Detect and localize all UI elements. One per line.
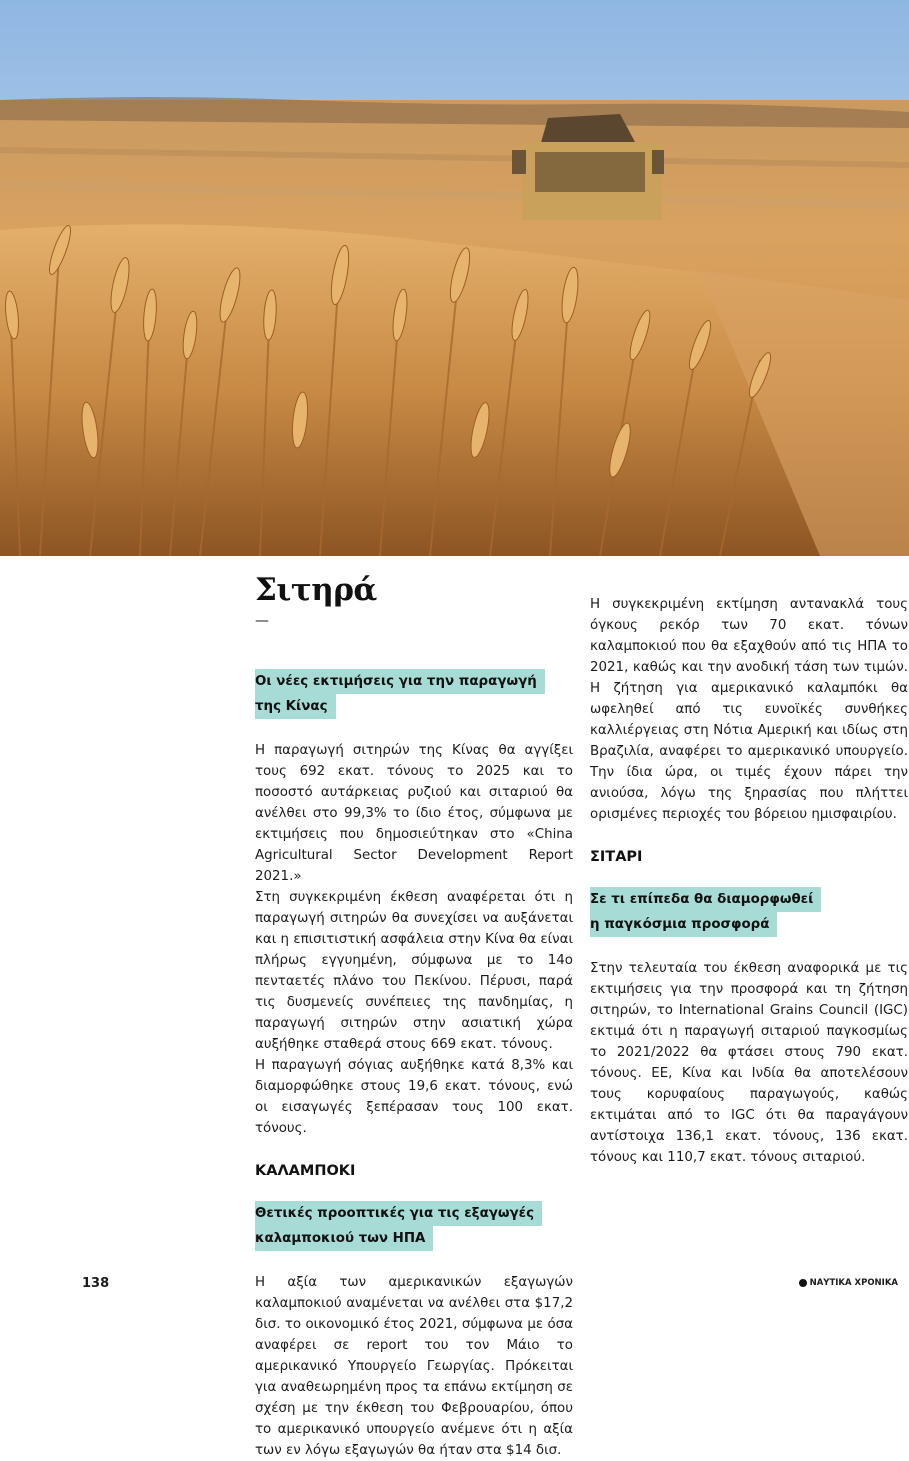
- wheat-subheading-line1: Σε τι επίπεδα θα διαμορφωθεί: [590, 887, 821, 912]
- wheat-paragraph-1: Στην τελευταία του έκθεση αναφορικά με τις εκτιμήσεις για την προσφορά και τη ζήτηση σιτηρών, το International Grains Council (IGC) εκτιμά ότι η παραγωγή σιταριού παγκοσμίως το 2021/2022 θα φτάσει στους 790 εκατ. τόνους. ΕΕ, Κίνα και Ινδία θα αποτελέσουν τους κορυφαίους παραγωγούς, καθώς εκτιμάται από το IGC ότι θα παραγάγουν αντίστοιχα 136,1 εκατ. τόνους, 136 εκατ. τόνους και 110,7 εκατ. τόνους σιταριού.: [590, 961, 908, 1165]
- china-paragraph-1: Η παραγωγή σιτηρών της Κίνας θα αγγίξει τους 692 εκατ. τόνους το 2025 και το ποσοστό αυτάρκειας ρυζιού και σιταριού θα ανέλθει στο 99,3% το ίδιο έτος, σύμφωνα με εκτιμήσεις που δημοσιεύτηκαν στο «China Agricultural Sector Development Report 2021.»: [255, 743, 573, 884]
- corn-subheading-line1: Θετικές προοπτικές για τις εξαγωγές: [255, 1201, 542, 1226]
- wheat-subheading: [590, 887, 908, 937]
- wheat-subheading-line2: η παγκόσμια προσφορά: [590, 912, 777, 937]
- china-paragraph-3: Η παραγωγή σόγιας αυξήθηκε κατά 8,3% και διαμορφώθηκε στους 19,6 εκατ. τόνους, ενώ οι εισαγωγές ξεπέρασαν τους 100 εκατ. τόνους.: [255, 1058, 573, 1136]
- page-number: 138: [82, 1276, 110, 1291]
- article-column-right: [590, 594, 908, 1168]
- china-subheading: [255, 669, 573, 719]
- section-heading-corn: ΚΑΛΑΜΠΟΚΙ: [255, 1163, 356, 1179]
- section-heading-wheat: ΣΙΤΑΡΙ: [590, 849, 643, 865]
- china-subheading-line2: της Κίνας: [255, 694, 336, 719]
- hero-photo-wheat-field: [0, 0, 909, 556]
- title-dash: —: [255, 613, 269, 629]
- article-column-left: [255, 572, 573, 1461]
- magazine-brand: [799, 1278, 898, 1288]
- china-subheading-line1: Οι νέες εκτιμήσεις για την παραγωγή: [255, 669, 545, 694]
- corn-paragraph-1: Η αξία των αμερικανικών εξαγωγών καλαμποκιού αναμένεται να ανέλθει στα $17,2 δισ. το οικονομικό έτος 2021, σύμφωνα με όσα αναφέρει σε report του τον Μάιο το αμερικανικό Υπουργείο Γεωργίας. Πρόκειται για αναθεωρημένη προς τα επάνω εκτίμηση σε σχέση με την έκθεση του Φεβρουαρίου, όπου το αμερικανικό υπουργείο ανέμενε ότι η αξία των εν λόγω εξαγωγών θα ήταν στα $14 δισ.: [255, 1275, 573, 1458]
- wheat-field-illustration: [0, 0, 909, 556]
- magazine-logo-icon: [799, 1279, 807, 1287]
- corn-paragraph-2: Η συγκεκριμένη εκτίμηση αντανακλά τους όγκους ρεκόρ των 70 εκατ. τόνων καλαμποκιού που θα εξαχθούν από τις ΗΠΑ το 2021, καθώς και την ανοδική τάση των τιμών. Η ζήτηση για αμερικανικό καλαμπόκι θα ωφεληθεί από τις ευνοϊκές συνθήκες καλλιέργειας στη Νότια Αμερική και ιδίως στη Βραζιλία, αναφέρει το αμερικανικό υπουργείο. Την ίδια ώρα, οι τιμές έχουν πάρει την ανιούσα, λόγω της ξηρασίας που πλήττει ορισμένες περιοχές του βόρειου ημισφαιρίου.: [590, 597, 908, 822]
- corn-subheading: [255, 1201, 573, 1251]
- china-paragraph-2: Στη συγκεκριμένη έκθεση αναφέρεται ότι η παραγωγή σιτηρών θα συνεχίσει να αυξάνεται και η επισιτιστική ασφάλεια στην Κίνα θα είναι πλήρως εγγυημένη, σύμφωνα με το 14ο πενταετές πλάνο του Πεκίνου. Πέρυσι, παρά τις δυσμενείς συνέπειες της πανδημίας, η παραγωγή σιτηρών στην ασιατική χώρα αυξήθηκε σταθερά στους 669 εκατ. τόνους.: [255, 890, 573, 1052]
- corn-subheading-line2: καλαμποκιού των ΗΠΑ: [255, 1226, 433, 1251]
- magazine-brand-label: ΝΑΥΤΙΚΑ ΧΡΟΝΙΚΑ: [809, 1278, 898, 1288]
- article-title: Σιτηρά: [255, 572, 377, 608]
